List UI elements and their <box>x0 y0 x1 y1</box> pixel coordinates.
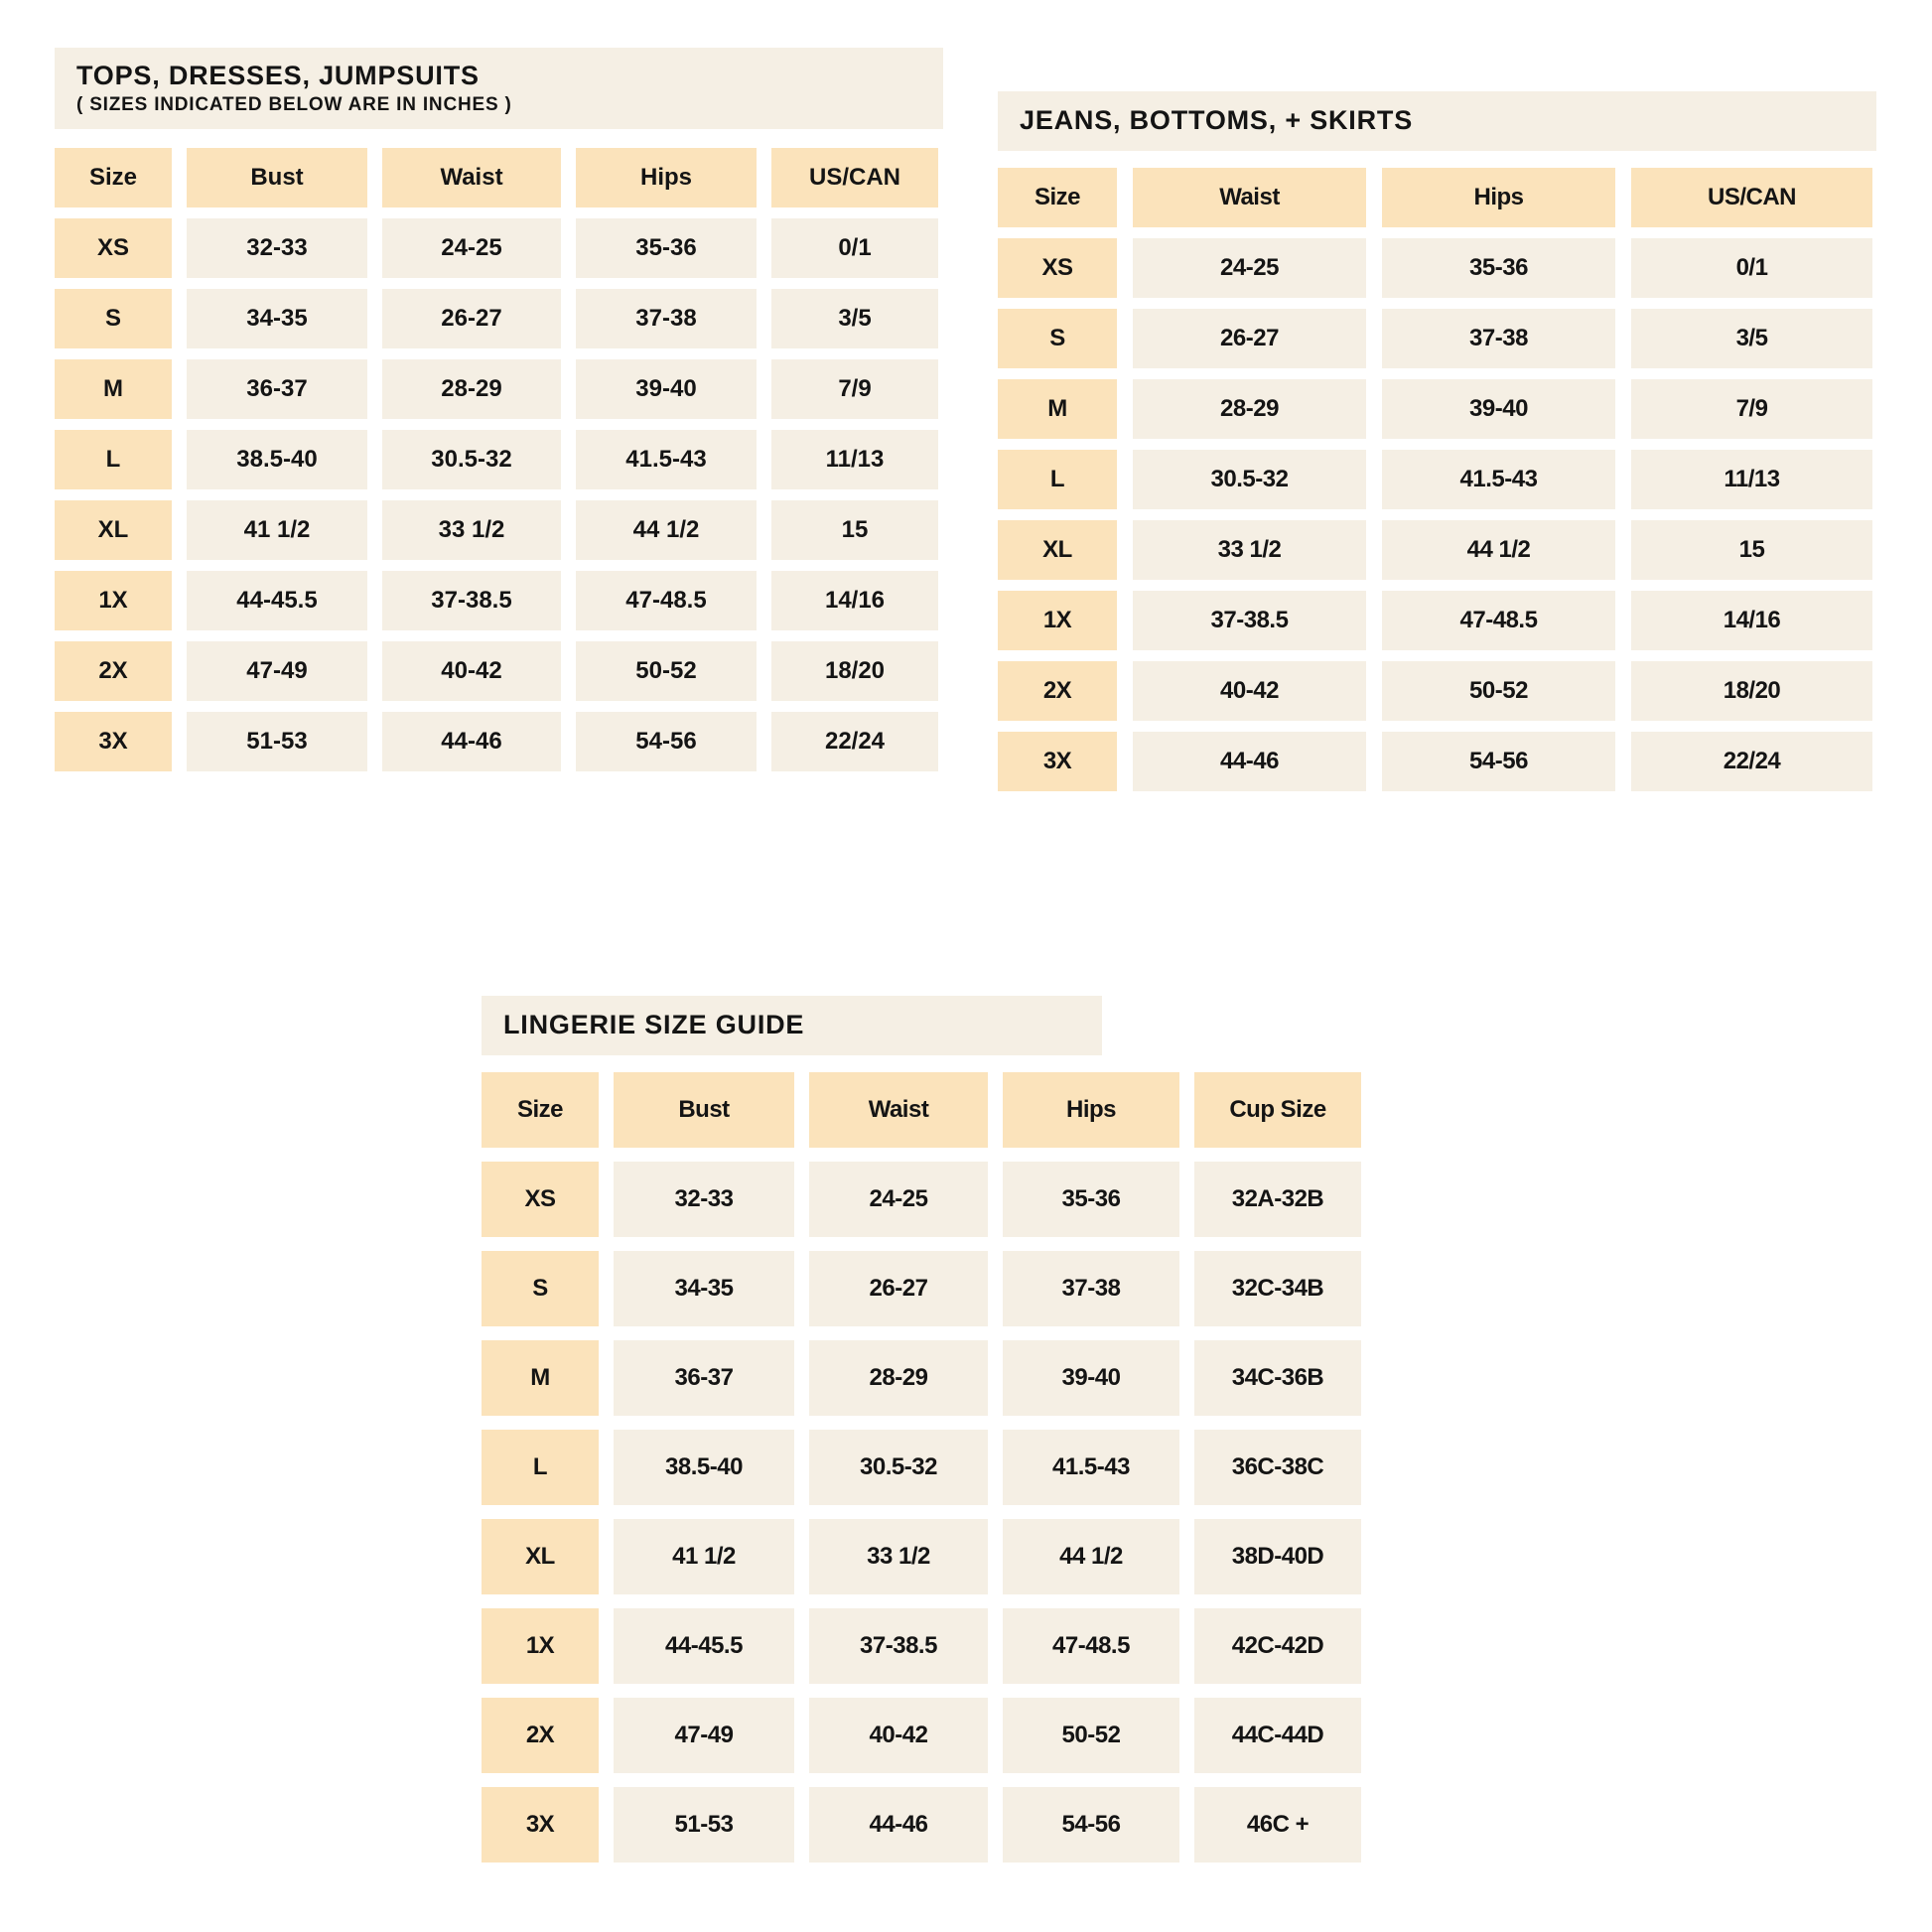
value-cell: 26-27 <box>809 1251 988 1326</box>
column-header-cup-size: Cup Size <box>1194 1072 1361 1148</box>
value-cell: 41.5-43 <box>576 430 757 489</box>
tops-dresses-jumpsuits-table <box>55 48 943 771</box>
value-cell: 24-25 <box>382 218 561 278</box>
value-cell: 34-35 <box>187 289 367 348</box>
value-cell: 36C-38C <box>1194 1430 1361 1505</box>
size-label-cell: M <box>55 359 172 419</box>
value-cell: 15 <box>771 500 938 560</box>
value-cell: 32A-32B <box>1194 1162 1361 1237</box>
size-label-cell: L <box>55 430 172 489</box>
value-cell: 15 <box>1631 520 1872 580</box>
size-label-cell: 3X <box>998 732 1117 791</box>
value-cell: 54-56 <box>1003 1787 1179 1863</box>
size-label-cell: L <box>482 1430 599 1505</box>
value-cell: 32-33 <box>614 1162 794 1237</box>
value-cell: 44-46 <box>809 1787 988 1863</box>
value-cell: 30.5-32 <box>809 1430 988 1505</box>
value-cell: 28-29 <box>809 1340 988 1416</box>
size-label-cell: XS <box>482 1162 599 1237</box>
value-cell: 11/13 <box>1631 450 1872 509</box>
value-cell: 40-42 <box>382 641 561 701</box>
value-cell: 22/24 <box>771 712 938 771</box>
value-cell: 0/1 <box>771 218 938 278</box>
value-cell: 38.5-40 <box>614 1430 794 1505</box>
size-label-cell: XL <box>55 500 172 560</box>
value-cell: 26-27 <box>382 289 561 348</box>
value-cell: 32C-34B <box>1194 1251 1361 1326</box>
tops-table-subtitle: ( SIZES INDICATED BELOW ARE IN INCHES ) <box>76 93 512 115</box>
value-cell: 37-38.5 <box>809 1608 988 1684</box>
size-label-cell: XL <box>998 520 1117 580</box>
value-cell: 22/24 <box>1631 732 1872 791</box>
value-cell: 11/13 <box>771 430 938 489</box>
value-cell: 30.5-32 <box>1133 450 1366 509</box>
value-cell: 26-27 <box>1133 309 1366 368</box>
value-cell: 54-56 <box>1382 732 1615 791</box>
value-cell: 18/20 <box>1631 661 1872 721</box>
column-header-hips: Hips <box>1382 168 1615 227</box>
lingerie-table-grid <box>482 1072 1363 1863</box>
size-label-cell: M <box>482 1340 599 1416</box>
value-cell: 40-42 <box>1133 661 1366 721</box>
value-cell: 7/9 <box>771 359 938 419</box>
value-cell: 50-52 <box>576 641 757 701</box>
value-cell: 34C-36B <box>1194 1340 1361 1416</box>
value-cell: 47-48.5 <box>1382 591 1615 650</box>
value-cell: 32-33 <box>187 218 367 278</box>
value-cell: 33 1/2 <box>382 500 561 560</box>
value-cell: 39-40 <box>1382 379 1615 439</box>
value-cell: 47-48.5 <box>576 571 757 630</box>
column-header-size: Size <box>55 148 172 207</box>
value-cell: 37-38.5 <box>1133 591 1366 650</box>
tops-table-title: TOPS, DRESSES, JUMPSUITS <box>76 61 480 90</box>
size-label-cell: 2X <box>482 1698 599 1773</box>
value-cell: 0/1 <box>1631 238 1872 298</box>
column-header-hips: Hips <box>1003 1072 1179 1148</box>
lingerie-table-title: LINGERIE SIZE GUIDE <box>503 1010 805 1039</box>
value-cell: 36-37 <box>614 1340 794 1416</box>
value-cell: 46C + <box>1194 1787 1361 1863</box>
value-cell: 51-53 <box>614 1787 794 1863</box>
value-cell: 44-45.5 <box>187 571 367 630</box>
value-cell: 44-45.5 <box>614 1608 794 1684</box>
value-cell: 44 1/2 <box>576 500 757 560</box>
value-cell: 14/16 <box>771 571 938 630</box>
size-label-cell: L <box>998 450 1117 509</box>
value-cell: 44-46 <box>382 712 561 771</box>
value-cell: 35-36 <box>1382 238 1615 298</box>
value-cell: 24-25 <box>1133 238 1366 298</box>
tops-table-grid <box>55 148 943 771</box>
value-cell: 40-42 <box>809 1698 988 1773</box>
jeans-bottoms-skirts-table <box>998 91 1876 791</box>
value-cell: 3/5 <box>1631 309 1872 368</box>
value-cell: 37-38 <box>1003 1251 1179 1326</box>
value-cell: 35-36 <box>576 218 757 278</box>
size-label-cell: S <box>55 289 172 348</box>
value-cell: 18/20 <box>771 641 938 701</box>
column-header-waist: Waist <box>382 148 561 207</box>
size-label-cell: S <box>482 1251 599 1326</box>
value-cell: 41.5-43 <box>1382 450 1615 509</box>
column-header-size: Size <box>998 168 1117 227</box>
size-label-cell: 1X <box>998 591 1117 650</box>
size-label-cell: M <box>998 379 1117 439</box>
value-cell: 50-52 <box>1003 1698 1179 1773</box>
lingerie-size-guide-table <box>482 996 1363 1863</box>
column-header-us-can: US/CAN <box>771 148 938 207</box>
value-cell: 33 1/2 <box>809 1519 988 1594</box>
value-cell: 30.5-32 <box>382 430 561 489</box>
value-cell: 47-48.5 <box>1003 1608 1179 1684</box>
value-cell: 14/16 <box>1631 591 1872 650</box>
column-header-us-can: US/CAN <box>1631 168 1872 227</box>
value-cell: 44C-44D <box>1194 1698 1361 1773</box>
column-header-hips: Hips <box>576 148 757 207</box>
value-cell: 44-46 <box>1133 732 1366 791</box>
value-cell: 7/9 <box>1631 379 1872 439</box>
value-cell: 47-49 <box>614 1698 794 1773</box>
column-header-waist: Waist <box>1133 168 1366 227</box>
value-cell: 28-29 <box>1133 379 1366 439</box>
size-label-cell: 3X <box>55 712 172 771</box>
value-cell: 39-40 <box>1003 1340 1179 1416</box>
jeans-table-grid <box>998 168 1876 791</box>
value-cell: 39-40 <box>576 359 757 419</box>
value-cell: 44 1/2 <box>1003 1519 1179 1594</box>
value-cell: 38D-40D <box>1194 1519 1361 1594</box>
value-cell: 54-56 <box>576 712 757 771</box>
value-cell: 50-52 <box>1382 661 1615 721</box>
value-cell: 41 1/2 <box>614 1519 794 1594</box>
column-header-bust: Bust <box>614 1072 794 1148</box>
value-cell: 37-38 <box>1382 309 1615 368</box>
size-label-cell: 1X <box>55 571 172 630</box>
value-cell: 28-29 <box>382 359 561 419</box>
value-cell: 3/5 <box>771 289 938 348</box>
column-header-bust: Bust <box>187 148 367 207</box>
value-cell: 44 1/2 <box>1382 520 1615 580</box>
value-cell: 42C-42D <box>1194 1608 1361 1684</box>
column-header-waist: Waist <box>809 1072 988 1148</box>
size-label-cell: S <box>998 309 1117 368</box>
size-label-cell: XL <box>482 1519 599 1594</box>
size-label-cell: 1X <box>482 1608 599 1684</box>
value-cell: 37-38.5 <box>382 571 561 630</box>
value-cell: 33 1/2 <box>1133 520 1366 580</box>
value-cell: 51-53 <box>187 712 367 771</box>
value-cell: 41.5-43 <box>1003 1430 1179 1505</box>
size-label-cell: 2X <box>55 641 172 701</box>
value-cell: 24-25 <box>809 1162 988 1237</box>
value-cell: 38.5-40 <box>187 430 367 489</box>
value-cell: 34-35 <box>614 1251 794 1326</box>
value-cell: 41 1/2 <box>187 500 367 560</box>
size-label-cell: XS <box>998 238 1117 298</box>
value-cell: 36-37 <box>187 359 367 419</box>
size-label-cell: XS <box>55 218 172 278</box>
lingerie-table-title-box <box>482 996 1102 1055</box>
size-label-cell: 2X <box>998 661 1117 721</box>
tops-table-title-box <box>55 48 943 129</box>
jeans-table-title: JEANS, BOTTOMS, + SKIRTS <box>1020 105 1414 135</box>
value-cell: 47-49 <box>187 641 367 701</box>
column-header-size: Size <box>482 1072 599 1148</box>
jeans-table-title-box <box>998 91 1876 151</box>
size-label-cell: 3X <box>482 1787 599 1863</box>
value-cell: 35-36 <box>1003 1162 1179 1237</box>
value-cell: 37-38 <box>576 289 757 348</box>
